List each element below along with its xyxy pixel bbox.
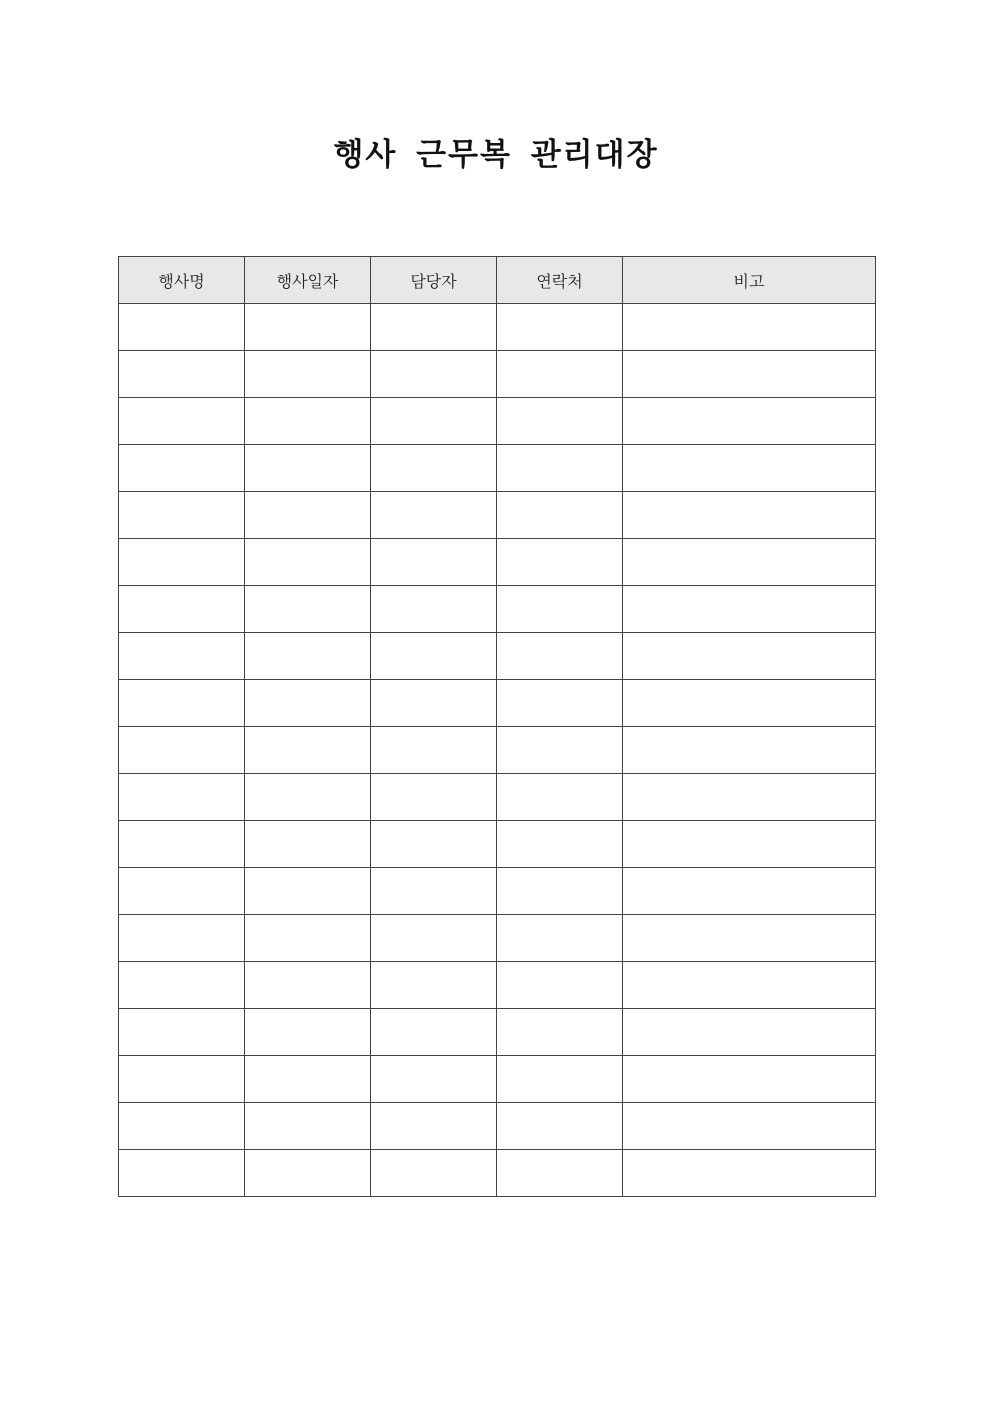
cell-event-name[interactable] <box>119 1056 245 1103</box>
cell-manager[interactable] <box>371 1009 497 1056</box>
cell-event-date[interactable] <box>245 774 371 821</box>
cell-remarks[interactable] <box>623 1150 876 1197</box>
cell-manager[interactable] <box>371 304 497 351</box>
cell-remarks[interactable] <box>623 915 876 962</box>
cell-event-name[interactable] <box>119 774 245 821</box>
cell-event-name[interactable] <box>119 586 245 633</box>
cell-event-name[interactable] <box>119 727 245 774</box>
cell-event-name[interactable] <box>119 351 245 398</box>
cell-remarks[interactable] <box>623 633 876 680</box>
cell-remarks[interactable] <box>623 868 876 915</box>
table-row <box>119 1150 876 1197</box>
cell-event-name[interactable] <box>119 868 245 915</box>
cell-event-name[interactable] <box>119 304 245 351</box>
table-row <box>119 633 876 680</box>
cell-event-name[interactable] <box>119 398 245 445</box>
cell-remarks[interactable] <box>623 304 876 351</box>
column-header-event-date: 행사일자 <box>245 257 371 304</box>
cell-manager[interactable] <box>371 680 497 727</box>
cell-manager[interactable] <box>371 633 497 680</box>
cell-event-date[interactable] <box>245 492 371 539</box>
table-row <box>119 398 876 445</box>
table-row <box>119 680 876 727</box>
cell-event-date[interactable] <box>245 351 371 398</box>
cell-remarks[interactable] <box>623 821 876 868</box>
cell-contact[interactable] <box>497 351 623 398</box>
cell-event-name[interactable] <box>119 539 245 586</box>
cell-event-date[interactable] <box>245 539 371 586</box>
table-row <box>119 304 876 351</box>
cell-event-date[interactable] <box>245 962 371 1009</box>
cell-remarks[interactable] <box>623 351 876 398</box>
cell-event-date[interactable] <box>245 868 371 915</box>
cell-contact[interactable] <box>497 962 623 1009</box>
cell-manager[interactable] <box>371 962 497 1009</box>
table-row <box>119 774 876 821</box>
cell-event-date[interactable] <box>245 304 371 351</box>
cell-contact[interactable] <box>497 1009 623 1056</box>
table-row <box>119 1103 876 1150</box>
cell-event-date[interactable] <box>245 1150 371 1197</box>
cell-contact[interactable] <box>497 492 623 539</box>
table-row <box>119 727 876 774</box>
register-table <box>118 256 876 1197</box>
table-row <box>119 1009 876 1056</box>
cell-event-name[interactable] <box>119 680 245 727</box>
cell-contact[interactable] <box>497 1150 623 1197</box>
table-row <box>119 821 876 868</box>
cell-manager[interactable] <box>371 351 497 398</box>
cell-event-name[interactable] <box>119 915 245 962</box>
cell-remarks[interactable] <box>623 1009 876 1056</box>
cell-remarks[interactable] <box>623 492 876 539</box>
table-row <box>119 539 876 586</box>
cell-manager[interactable] <box>371 586 497 633</box>
register-body <box>119 304 876 1197</box>
cell-event-date[interactable] <box>245 727 371 774</box>
cell-contact[interactable] <box>497 774 623 821</box>
cell-event-name[interactable] <box>119 1150 245 1197</box>
cell-contact[interactable] <box>497 398 623 445</box>
cell-contact[interactable] <box>497 727 623 774</box>
cell-remarks[interactable] <box>623 1056 876 1103</box>
cell-event-date[interactable] <box>245 398 371 445</box>
cell-contact[interactable] <box>497 445 623 492</box>
table-row <box>119 586 876 633</box>
cell-contact[interactable] <box>497 304 623 351</box>
cell-contact[interactable] <box>497 821 623 868</box>
cell-contact[interactable] <box>497 868 623 915</box>
table-row <box>119 868 876 915</box>
cell-event-name[interactable] <box>119 962 245 1009</box>
table-row <box>119 492 876 539</box>
cell-manager[interactable] <box>371 1150 497 1197</box>
cell-event-date[interactable] <box>245 821 371 868</box>
cell-remarks[interactable] <box>623 445 876 492</box>
column-header-manager: 담당자 <box>371 257 497 304</box>
cell-event-name[interactable] <box>119 1103 245 1150</box>
cell-remarks[interactable] <box>623 774 876 821</box>
column-header-event-name: 행사명 <box>119 257 245 304</box>
document-title: 행사 근무복 관리대장 <box>333 137 659 173</box>
cell-manager[interactable] <box>371 539 497 586</box>
cell-remarks[interactable] <box>623 1103 876 1150</box>
cell-contact[interactable] <box>497 1056 623 1103</box>
cell-event-date[interactable] <box>245 445 371 492</box>
cell-manager[interactable] <box>371 1103 497 1150</box>
cell-contact[interactable] <box>497 680 623 727</box>
cell-remarks[interactable] <box>623 680 876 727</box>
cell-event-name[interactable] <box>119 821 245 868</box>
cell-contact[interactable] <box>497 915 623 962</box>
table-row <box>119 962 876 1009</box>
cell-remarks[interactable] <box>623 398 876 445</box>
cell-event-date[interactable] <box>245 680 371 727</box>
cell-manager[interactable] <box>371 727 497 774</box>
cell-event-name[interactable] <box>119 633 245 680</box>
header-row <box>119 257 876 304</box>
cell-remarks[interactable] <box>623 962 876 1009</box>
cell-contact[interactable] <box>497 633 623 680</box>
cell-manager[interactable] <box>371 915 497 962</box>
cell-contact[interactable] <box>497 539 623 586</box>
cell-event-name[interactable] <box>119 492 245 539</box>
table-row <box>119 915 876 962</box>
cell-event-date[interactable] <box>245 915 371 962</box>
cell-manager[interactable] <box>371 445 497 492</box>
cell-remarks[interactable] <box>623 727 876 774</box>
table-row <box>119 351 876 398</box>
cell-event-date[interactable] <box>245 1103 371 1150</box>
cell-remarks[interactable] <box>623 539 876 586</box>
cell-event-date[interactable] <box>245 1056 371 1103</box>
cell-manager[interactable] <box>371 821 497 868</box>
cell-event-name[interactable] <box>119 1009 245 1056</box>
cell-manager[interactable] <box>371 398 497 445</box>
table-row <box>119 445 876 492</box>
cell-event-date[interactable] <box>245 633 371 680</box>
cell-manager[interactable] <box>371 868 497 915</box>
cell-contact[interactable] <box>497 1103 623 1150</box>
cell-manager[interactable] <box>371 774 497 821</box>
cell-event-name[interactable] <box>119 445 245 492</box>
column-header-contact: 연락처 <box>497 257 623 304</box>
table-row <box>119 1056 876 1103</box>
cell-remarks[interactable] <box>623 586 876 633</box>
cell-event-date[interactable] <box>245 586 371 633</box>
cell-manager[interactable] <box>371 1056 497 1103</box>
cell-manager[interactable] <box>371 492 497 539</box>
column-header-remarks: 비고 <box>623 257 876 304</box>
cell-event-date[interactable] <box>245 1009 371 1056</box>
cell-contact[interactable] <box>497 586 623 633</box>
